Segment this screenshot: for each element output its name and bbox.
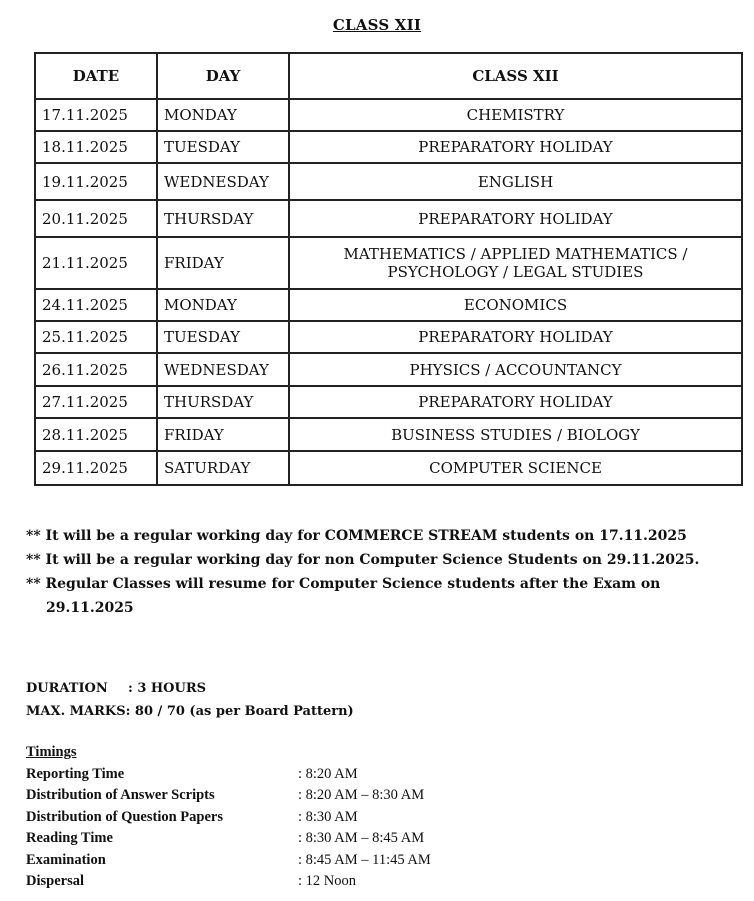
timing-row xyxy=(26,850,431,872)
duration-value: : 3 HOURS xyxy=(128,681,207,696)
cell-subject: PREPARATORY HOLIDAY xyxy=(289,321,742,353)
timing-row xyxy=(26,785,431,807)
timing-label: Dispersal xyxy=(26,873,84,889)
timing-value: : 8:45 AM – 11:45 AM xyxy=(298,851,431,868)
cell-subject: BUSINESS STUDIES / BIOLOGY xyxy=(289,418,742,451)
cell-day: THURSDAY xyxy=(157,386,289,418)
table-row xyxy=(35,451,742,485)
timing-value: : 8:30 AM – 8:45 AM xyxy=(298,830,425,846)
header-subject: CLASS XII xyxy=(289,53,742,99)
table-row xyxy=(35,353,742,386)
cell-subject: COMPUTER SCIENCE xyxy=(289,451,742,485)
cell-subject: PREPARATORY HOLIDAY xyxy=(289,131,742,163)
note-line: ** It will be a regular working day for non Computer Science Students on 29.11.2025. xyxy=(26,552,700,568)
timing-row xyxy=(26,807,431,829)
cell-subject-line: PSYCHOLOGY / LEGAL STUDIES xyxy=(387,263,644,281)
cell-subject: PREPARATORY HOLIDAY xyxy=(289,200,742,237)
cell-subject: PREPARATORY HOLIDAY xyxy=(289,386,742,418)
timing-row xyxy=(26,871,431,893)
table-row xyxy=(35,200,742,237)
table-header-row xyxy=(35,53,742,99)
cell-day: THURSDAY xyxy=(157,200,289,237)
cell-date: 26.11.2025 xyxy=(35,353,157,386)
table-row xyxy=(35,163,742,200)
timing-label: Examination xyxy=(26,851,106,868)
max-marks-label: MAX. MARKS: xyxy=(26,704,131,719)
timing-row xyxy=(26,764,431,786)
cell-subject: ENGLISH xyxy=(289,163,742,200)
cell-day: TUESDAY xyxy=(157,321,289,353)
cell-day: SATURDAY xyxy=(157,451,289,485)
timing-row xyxy=(26,828,431,850)
timing-label: Distribution of Answer Scripts xyxy=(26,787,215,803)
cell-day: MONDAY xyxy=(157,289,289,321)
max-marks-line xyxy=(26,700,354,723)
timing-label: Reporting Time xyxy=(26,765,125,782)
timings-section xyxy=(26,742,431,893)
note-line-continued: 29.11.2025 xyxy=(46,600,134,616)
page-title: CLASS XII xyxy=(332,16,422,34)
timing-value: : 8:30 AM xyxy=(298,808,358,825)
table-row xyxy=(35,289,742,321)
cell-day: WEDNESDAY xyxy=(157,353,289,386)
cell-day: FRIDAY xyxy=(157,418,289,451)
exam-info xyxy=(26,677,354,723)
duration-line xyxy=(26,677,354,700)
cell-date: 20.11.2025 xyxy=(35,200,157,237)
cell-day: FRIDAY xyxy=(157,237,289,289)
cell-date: 19.11.2025 xyxy=(35,163,157,200)
cell-subject: CHEMISTRY xyxy=(289,99,742,131)
timings-heading: Timings xyxy=(26,744,77,760)
table-row xyxy=(35,131,742,163)
timing-value: : 8:20 AM – 8:30 AM xyxy=(298,787,425,803)
cell-day: MONDAY xyxy=(157,99,289,131)
table-row xyxy=(35,418,742,451)
header-date: DATE xyxy=(35,53,157,99)
cell-date: 17.11.2025 xyxy=(35,99,157,131)
cell-date: 27.11.2025 xyxy=(35,386,157,418)
cell-day: WEDNESDAY xyxy=(157,163,289,200)
cell-date: 18.11.2025 xyxy=(35,131,157,163)
timing-label: Reading Time xyxy=(26,830,113,846)
table-row xyxy=(35,99,742,131)
cell-date: 28.11.2025 xyxy=(35,418,157,451)
cell-subject: PHYSICS / ACCOUNTANCY xyxy=(289,353,742,386)
cell-date: 24.11.2025 xyxy=(35,289,157,321)
cell-date: 25.11.2025 xyxy=(35,321,157,353)
notes-section xyxy=(26,524,699,620)
cell-date: 29.11.2025 xyxy=(35,451,157,485)
exam-schedule-table xyxy=(34,52,743,486)
cell-subject: ECONOMICS xyxy=(289,289,742,321)
table-row xyxy=(35,386,742,418)
cell-subject xyxy=(289,237,742,289)
duration-label: DURATION xyxy=(26,681,108,696)
timing-label: Distribution of Question Papers xyxy=(26,808,223,825)
max-marks-value: 80 / 70 (as per Board Pattern) xyxy=(134,704,354,719)
cell-subject-line: MATHEMATICS / APPLIED MATHEMATICS / xyxy=(343,245,688,263)
header-day: DAY xyxy=(157,53,289,99)
cell-date: 21.11.2025 xyxy=(35,237,157,289)
note-line: ** Regular Classes will resume for Computer Science students after the Exam on xyxy=(26,576,661,592)
timing-value: : 8:20 AM xyxy=(298,765,358,782)
note-line: ** It will be a regular working day for COMMERCE STREAM students on 17.11.2025 xyxy=(26,528,687,544)
table-row xyxy=(35,321,742,353)
table-row xyxy=(35,237,742,289)
timing-value: : 12 Noon xyxy=(298,873,356,889)
cell-day: TUESDAY xyxy=(157,131,289,163)
